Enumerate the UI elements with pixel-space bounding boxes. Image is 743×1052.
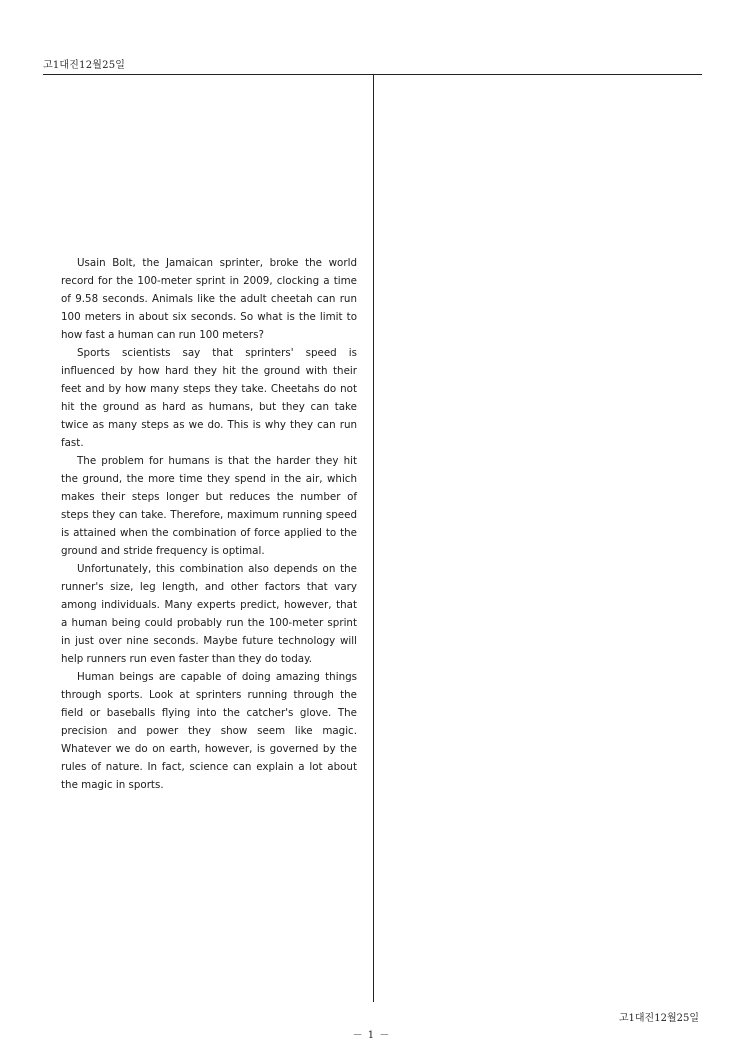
passage-paragraph-3: The problem for humans is that the harder they hit the ground, the more time they spend in the air, which makes their steps longer but reduces the number of steps they can take. Therefore, maximum running speed is attained when the combination of force applied to the ground and stride frequency is optimal. [61, 455, 357, 557]
column-divider [373, 75, 374, 1002]
passage-paragraph-5: Human beings are capable of doing amazing things through sports. Look at sprinters running through the field or baseballs flying into the catcher's glove. The precision and power they show seem like magic. Whatever we do on earth, however, is governed by the rules of nature. In fact, science can explain a lot about the magic in sports. [61, 671, 357, 791]
footer-label: 고1대진12월25일 [618, 1013, 699, 1024]
page-number: － 1 － [352, 1030, 391, 1041]
passage-paragraph-1: Usain Bolt, the Jamaican sprinter, broke the world record for the 100-meter sprint in 2009, clocking a time of 9.58 seconds. Animals like the adult cheetah can run 100 meters in about six seconds. So what is the limit to how fast a human can run 100 meters? [61, 257, 357, 341]
passage-paragraph-2: Sports scientists say that sprinters' speed is influenced by how hard they hit the ground with their feet and by how many steps they take. Cheetahs do not hit the ground as hard as humans, but they can take twice as many steps as we do. This is why they can run fast. [61, 347, 357, 449]
header-label: 고1대진12월25일 [43, 60, 126, 71]
passage-paragraph-4: Unfortunately, this combination also depends on the runner's size, leg length, and other factors that vary among individuals. Many experts predict, however, that a human being could probably run the 100-meter sprint in just over nine seconds. Maybe future technology will help runners run even faster than they do today. [61, 563, 357, 665]
reading-passage [61, 254, 357, 794]
